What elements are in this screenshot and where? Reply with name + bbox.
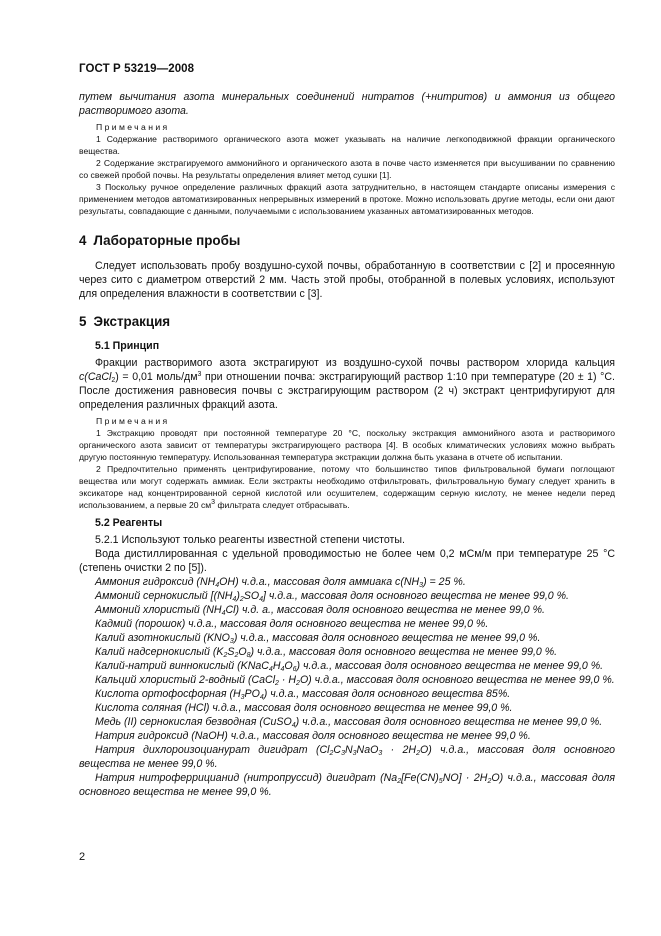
note-item: 2 Содержание экстрагируемого аммонийного и органического азота в почве часто изменяется при высушивании по сравнению со свежей пробой почвы. На результаты определения влияет метод сушки [1]. xyxy=(79,158,615,180)
section-4-heading xyxy=(79,233,615,248)
note-item: 3 Поскольку ручное определение различных фракций азота затруднительно, в настоящем стандарте описаны измерения с применением методов автоматизированных непрерывных измерений в протоке. Можно использовать другие методы, если они дают результаты, совпадающие с данными, получаемыми с использованием указанных автоматизированных методов. xyxy=(79,182,615,216)
reagent-item: Натрия дихлороизоцианурат дигидрат $(Cl_2C_3N_3NaO_3 \cdot 2H_2O)$ ч.д.а., массовая доля основного вещества не менее 99,0 %. xyxy=(79,744,615,770)
section-4-paragraph: Следует использовать пробу воздушно-сухой почвы, обработанную в соответствии с [2] и просеянную через сито с диаметром отверстий 2 мм. Часть этой пробы, отобранной в полевых условиях, используют для определения влажности в соответствии с [3]. xyxy=(79,260,615,300)
reagent-item: Натрия гидроксид (NaOH) ч.д.а., массовая доля основного вещества не менее 99,0 %. xyxy=(95,730,531,742)
page-number: 2 xyxy=(79,851,86,863)
note-item: 1 Экстракцию проводят при постоянной температуре 20 °С, поскольку экстракция аммонийного азота и растворимого органического азота зависит от температуры экстрагирующего раствора [4]. В особых климатических условиях можно выбрать другую постоянную температуру. Использованная температура экстракции должна быть указана в отчете об испытании. xyxy=(79,428,615,462)
notes-title: Примечания xyxy=(96,122,170,132)
intro-paragraph: путем вычитания азота минеральных соединений нитратов (+нитритов) и аммония из общего растворимого азота. xyxy=(79,91,615,117)
principle-paragraph: Фракции растворимого азота экстрагируют из воздушно-сухой почвы раствором хлорида кальция c(CaCl$_2$) = 0,01 моль/$дм^3$ при отношении почва: экстрагирующий раствор 1:10 при температуре (20 ± 1) °С. После достижения равновесия почвы с экстрагирующим раствором (2 ч) экстракт центрифугируют для определения различных фракций азота. xyxy=(79,357,615,411)
reagent-item: Кислота ортофосфорная $(H_3PO_4)$ ч.д.а., массовая доля основного вещества 85%. xyxy=(95,688,511,701)
reagent-item: Кальций хлористый 2-водный (CaCl$_2$ · $H_2O$) ч.д.а., массовая доля основного вещества не менее 99,0 %. xyxy=(95,674,615,687)
reagent-item: Медь (II) сернокислая безводная (CuSO$_4$) ч.д.а., массовая доля основного вещества не менее 99,0 %. xyxy=(95,716,603,729)
reagents-paragraph: 5.2.1 Используют только реагенты известной степени чистоты. xyxy=(95,534,405,546)
section-5-heading xyxy=(79,314,615,329)
reagent-item: Аммоний хлористый $(NH_4Cl)$ ч.д. а., массовая доля основного вещества не менее 99,0 %. xyxy=(95,604,546,617)
section-number: 5 xyxy=(79,314,87,329)
notes-title: Примечания xyxy=(96,416,170,426)
section-title: Экстракция xyxy=(93,314,171,329)
water-paragraph: Вода дистиллированная с удельной проводимостью не более чем 0,2 мСм/м при температуре 25 °С (степень очистки 2 по [5]). xyxy=(79,548,615,574)
section-number: 4 xyxy=(79,233,87,248)
reagent-item: Калий азотнокислый $(KNO_3)$ ч.д.а., массовая доля основного вещества не менее 99,0 %. xyxy=(95,632,541,645)
reagent-item: Аммоний сернокислый $[(NH_4)_2SO_4]$ ч.д.а., массовая доля основного вещества не менее 99,0 %. xyxy=(95,590,569,603)
section-title: Лабораторные пробы xyxy=(93,233,241,248)
reagent-item: Кадмий (порошок) ч.д.а., массовая доля основного вещества не менее 99,0 %. xyxy=(95,618,489,630)
subsection-5-2-heading: 5.2 Реагенты xyxy=(95,517,163,529)
reagent-item: Калий-натрий виннокислый $(KNaC_4H_4O_6)$ ч.д.а., массовая доля основного вещества не менее 99,0 %. xyxy=(95,660,604,673)
reagent-item: Кислота соляная (HCl) ч.д.а., массовая доля основного вещества не менее 99,0 %. xyxy=(95,702,513,714)
standard-header: ГОСТ Р 53219—2008 xyxy=(79,63,195,75)
reagent-item: Калий надсернокислый $(K_2S_2O_8)$ ч.д.а., массовая доля основного вещества не менее 99,0 %. xyxy=(95,646,558,659)
page-content xyxy=(79,90,615,799)
reagent-item: Натрия нитроферрицианид (нитропруссид) дигидрат $(Na_2[Fe(CN)_5NO] \cdot 2H_2O)$ ч.д.а., массовая доля основного вещества не менее 99,0 %. xyxy=(79,772,615,798)
note-item: 1 Содержание растворимого органического азота может указывать на наличие легкоподвижной фракции органического вещества. xyxy=(79,134,615,156)
reagent-item: Аммония гидроксид $(NH_4OH)$ ч.д.а., массовая доля аммиака $c(NH_3) = 25$ %. xyxy=(95,576,466,589)
note-item: 2 Предпочтительно применять центрифугирование, потому что большинство типов фильтровальной бумаги поглощают вещества или могут содержать аммиак. Если экстракты необходимо отфильтровать, фильтровальную бумагу следует хранить в эксикаторе над концентрированной серной кислотой или осушителем, содержащим серную кислоту, не менее недели перед использованием, а первые 20 $см^3$ фильтрата следует отбрасывать. xyxy=(79,464,615,510)
subsection-5-1-heading: 5.1 Принцип xyxy=(95,340,160,352)
